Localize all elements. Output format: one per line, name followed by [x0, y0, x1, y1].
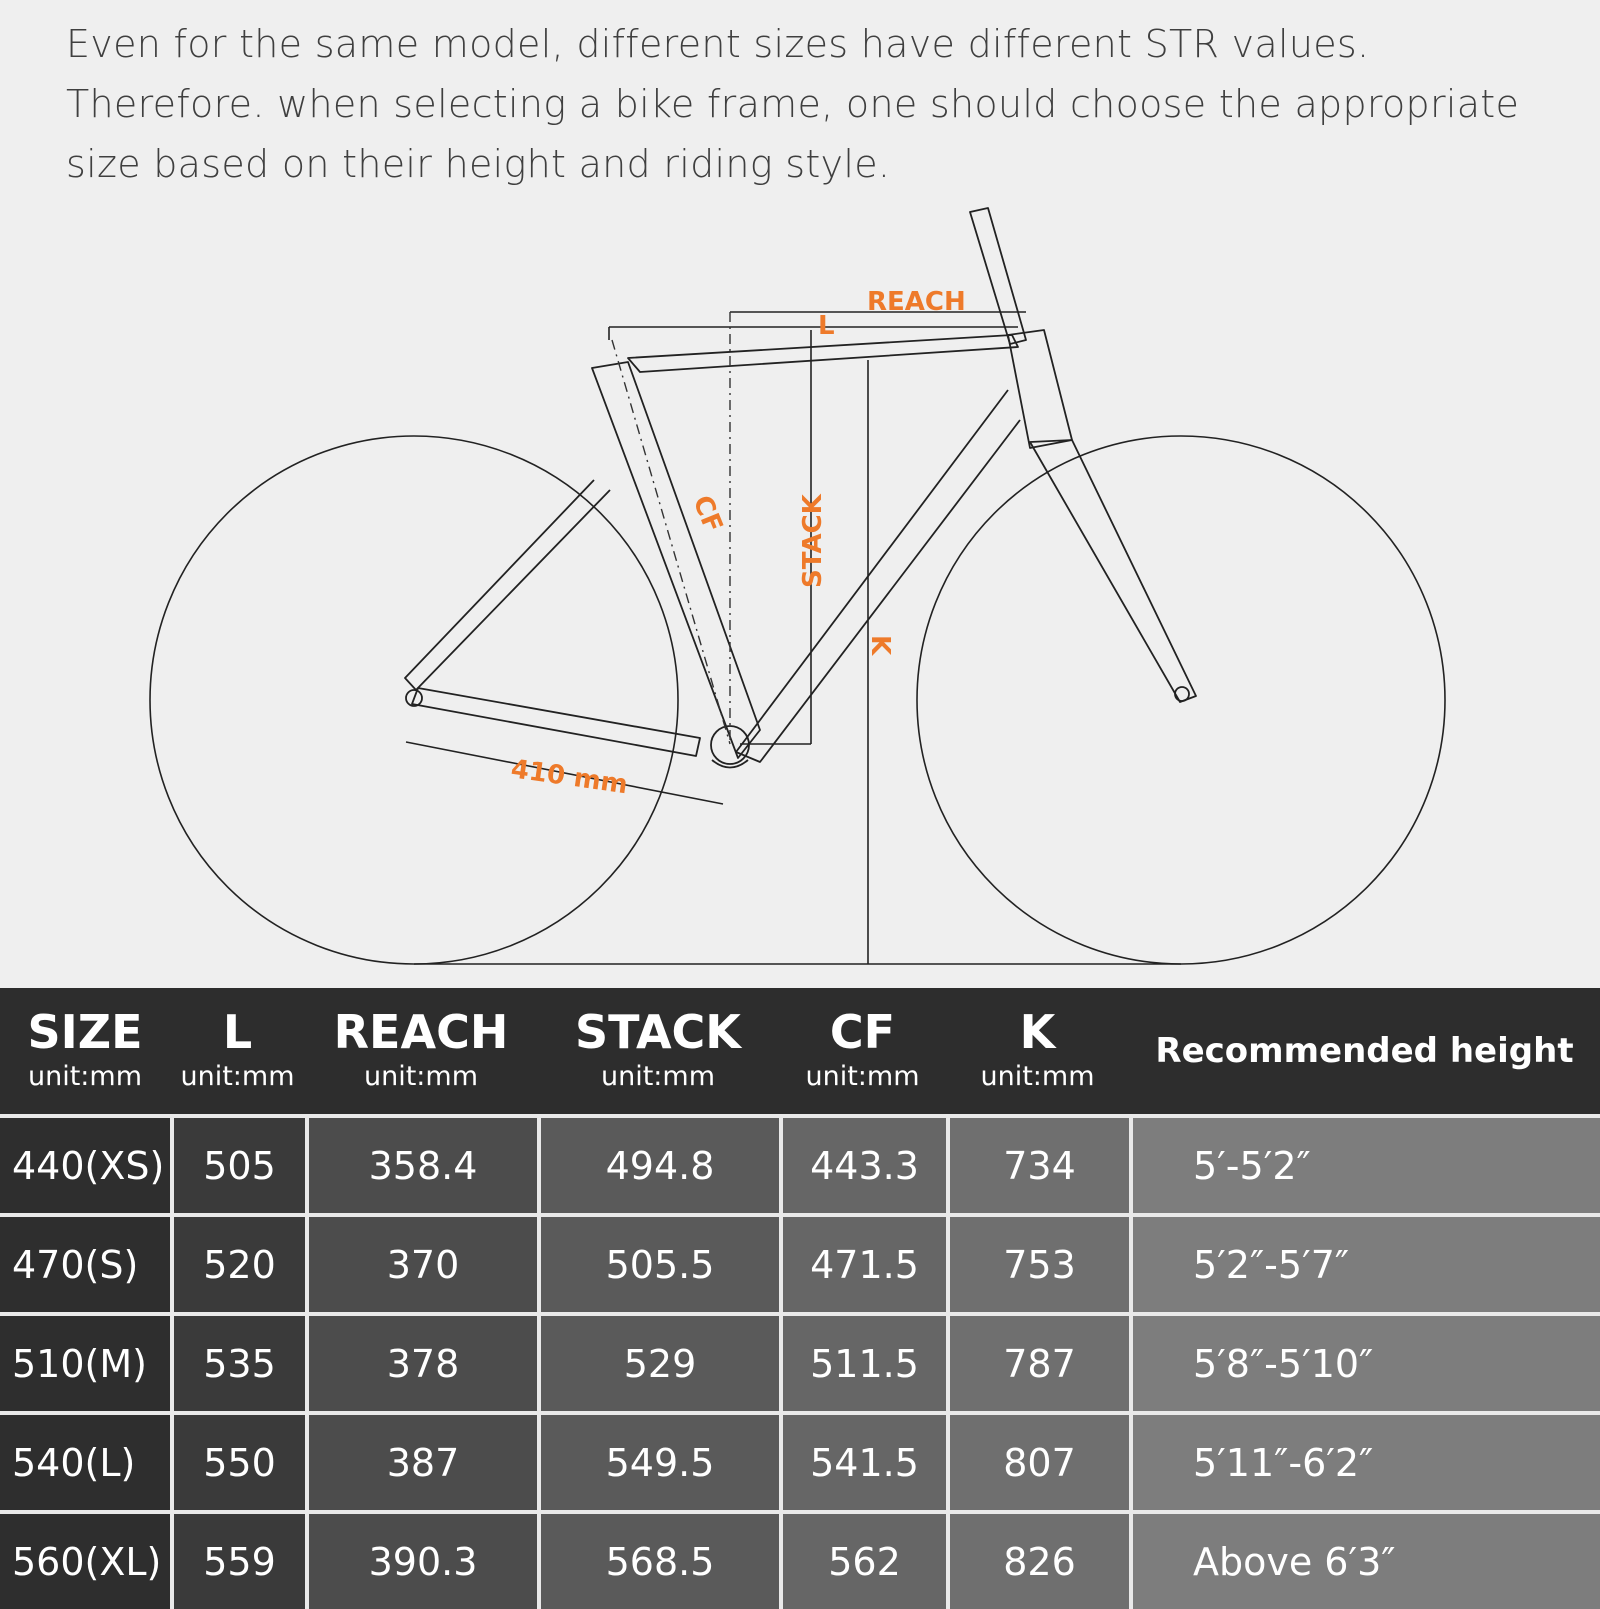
geometry-table: [0, 988, 1600, 1609]
cell-k: 753: [946, 1213, 1129, 1312]
header-recommended-height: Recommended height: [1129, 988, 1600, 1114]
cf-label: CF: [686, 491, 729, 537]
cell-size: 510(M): [0, 1312, 170, 1411]
table-row: [0, 1312, 1600, 1411]
cell-recommended-height: Above 6′3″: [1129, 1510, 1600, 1609]
cell-k: 807: [946, 1411, 1129, 1510]
header-cf: CF unit:mm: [779, 988, 946, 1114]
cell-cf: 562: [779, 1510, 946, 1609]
cell-reach: 390.3: [305, 1510, 537, 1609]
cell-size: 470(S): [0, 1213, 170, 1312]
reach-label: REACH: [867, 287, 966, 317]
cell-k: 734: [946, 1114, 1129, 1213]
table-row: [0, 1213, 1600, 1312]
cell-recommended-height: 5′-5′2″: [1129, 1114, 1600, 1213]
cell-reach: 387: [305, 1411, 537, 1510]
cell-cf: 511.5: [779, 1312, 946, 1411]
cell-cf: 443.3: [779, 1114, 946, 1213]
cell-reach: 378: [305, 1312, 537, 1411]
cell-size: 560(XL): [0, 1510, 170, 1609]
cell-stack: 494.8: [537, 1114, 779, 1213]
cell-k: 826: [946, 1510, 1129, 1609]
frame-outline: [405, 208, 1196, 768]
measurement-lines: [406, 312, 1026, 964]
chainstay-length-label: 410 mm: [509, 754, 630, 801]
cell-stack: 529: [537, 1312, 779, 1411]
cell-stack: 505.5: [537, 1213, 779, 1312]
cell-stack: 568.5: [537, 1510, 779, 1609]
stack-label: STACK: [798, 494, 828, 588]
cell-reach: 358.4: [305, 1114, 537, 1213]
cell-k: 787: [946, 1312, 1129, 1411]
cell-size: 540(L): [0, 1411, 170, 1510]
cell-recommended-height: 5′2″-5′7″: [1129, 1213, 1600, 1312]
cell-l: 505: [170, 1114, 305, 1213]
cell-size: 440(XS): [0, 1114, 170, 1213]
l-label: L: [818, 311, 835, 341]
table-row: [0, 1510, 1600, 1609]
cell-l: 559: [170, 1510, 305, 1609]
front-wheel: [917, 436, 1445, 964]
cell-l: 550: [170, 1411, 305, 1510]
bike-frame-diagram: [0, 190, 1600, 980]
cell-recommended-height: 5′8″-5′10″: [1129, 1312, 1600, 1411]
k-label: K: [865, 635, 895, 656]
header-stack: STACK unit:mm: [537, 988, 779, 1114]
cell-l: 535: [170, 1312, 305, 1411]
table-row: [0, 1114, 1600, 1213]
header-size: SIZE unit:mm: [0, 988, 170, 1114]
table-header-row: [0, 988, 1600, 1114]
intro-paragraph: Even for the same model, different sizes have different STR values. Therefore. when selecting a bike frame, one should choose the appropriate size based on their height and riding style.: [66, 22, 1520, 186]
cell-cf: 471.5: [779, 1213, 946, 1312]
header-k: K unit:mm: [946, 988, 1129, 1114]
header-l: L unit:mm: [170, 988, 305, 1114]
table-row: [0, 1411, 1600, 1510]
cell-reach: 370: [305, 1213, 537, 1312]
cell-l: 520: [170, 1213, 305, 1312]
cell-recommended-height: 5′11″-6′2″: [1129, 1411, 1600, 1510]
header-reach: REACH unit:mm: [305, 988, 537, 1114]
cell-cf: 541.5: [779, 1411, 946, 1510]
cell-stack: 549.5: [537, 1411, 779, 1510]
